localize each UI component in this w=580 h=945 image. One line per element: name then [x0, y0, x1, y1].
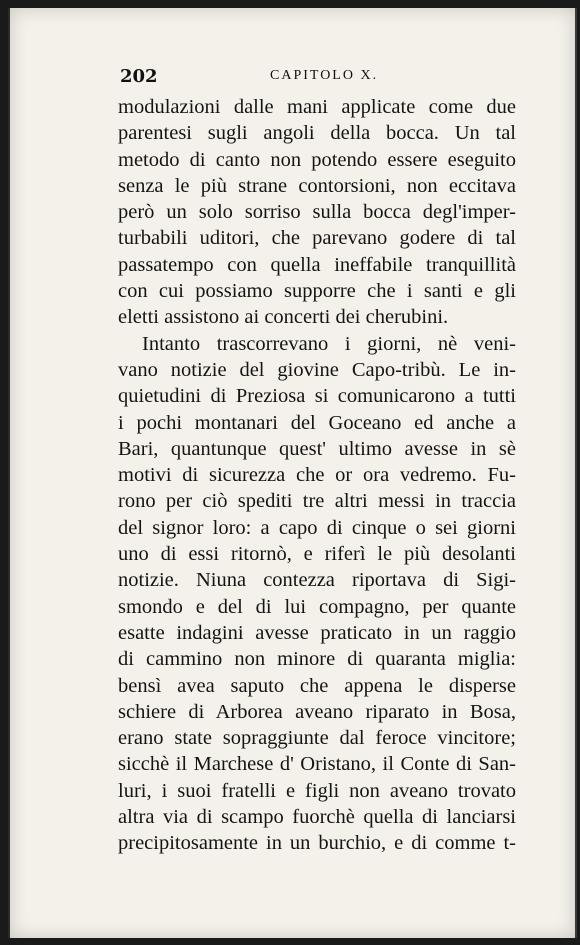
- text-line: con cui possiamo supporre che i santi e gli: [118, 280, 516, 303]
- text-line: modulazioni dalle mani applicate come due: [118, 96, 516, 118]
- text-line: passatempo con quella ineffabile tranquillità: [118, 253, 516, 276]
- text-line: uno di essi ritornò, e riferì le più desolanti: [118, 543, 516, 566]
- text-line: notizie. Niuna contezza riportava di Sigi-: [118, 569, 516, 592]
- text-line: esatte indagini avesse praticato in un raggio: [118, 621, 516, 644]
- text-line: del signor loro: a capo di cinque o sei giorni: [118, 516, 516, 539]
- text-line: smondo e del di lui compagno, per quante: [118, 595, 516, 618]
- text-line: bensì avea saputo che appena le disperse: [118, 674, 516, 697]
- text-line: vano notizie del giovine Capo-tribù. Le in-: [118, 358, 516, 381]
- text-line: erano state sopraggiunte dal feroce vincitore;: [118, 727, 516, 750]
- text-line: turbabili uditori, che parevano godere di tal: [118, 227, 516, 250]
- text-line: luri, i suoi fratelli e figli non aveano trovato: [118, 779, 516, 802]
- text-line: schiere di Arborea aveano riparato in Bosa,: [118, 700, 516, 723]
- text-line: quietudini di Preziosa si comunicarono a tutti: [118, 385, 516, 408]
- body-text: [118, 94, 516, 857]
- text-line: eletti assistono ai concerti dei cherubini.: [118, 306, 449, 329]
- text-line: motivi di sicurezza che or ora vedremo. Fu-: [118, 464, 516, 487]
- chapter-title: CAPITOLO X.: [270, 68, 379, 83]
- text-line: metodo di canto non potendo essere eseguito: [118, 148, 516, 171]
- text-line: Bari, quantunque quest' ultimo avesse in sè: [118, 437, 516, 460]
- text-line: parentesi sugli angoli della bocca. Un tal: [118, 122, 516, 145]
- text-line: però un solo sorriso sulla bocca degl'imper-: [118, 201, 516, 224]
- text-line: precipitosamente in un burchio, e di comme t-: [118, 832, 516, 855]
- page-number: 202: [120, 66, 158, 87]
- text-line: altra via di scampo fuorchè quella di lanciarsi: [118, 806, 516, 829]
- text-line: sicchè il Marchese d' Oristano, il Conte di San-: [118, 753, 516, 776]
- text-line: di cammino non minore di quaranta miglia:: [118, 648, 516, 671]
- text-line: i pochi montanari del Goceano ed anche a: [118, 411, 516, 434]
- book-page: [8, 8, 577, 938]
- running-header: [10, 66, 575, 90]
- text-line: senza le più strane contorsioni, non eccitava: [118, 174, 516, 197]
- text-line: Intanto trascorrevano i giorni, nè veni-: [142, 332, 516, 355]
- text-line: rono per ciò spediti tre altri messi in traccia: [118, 490, 516, 513]
